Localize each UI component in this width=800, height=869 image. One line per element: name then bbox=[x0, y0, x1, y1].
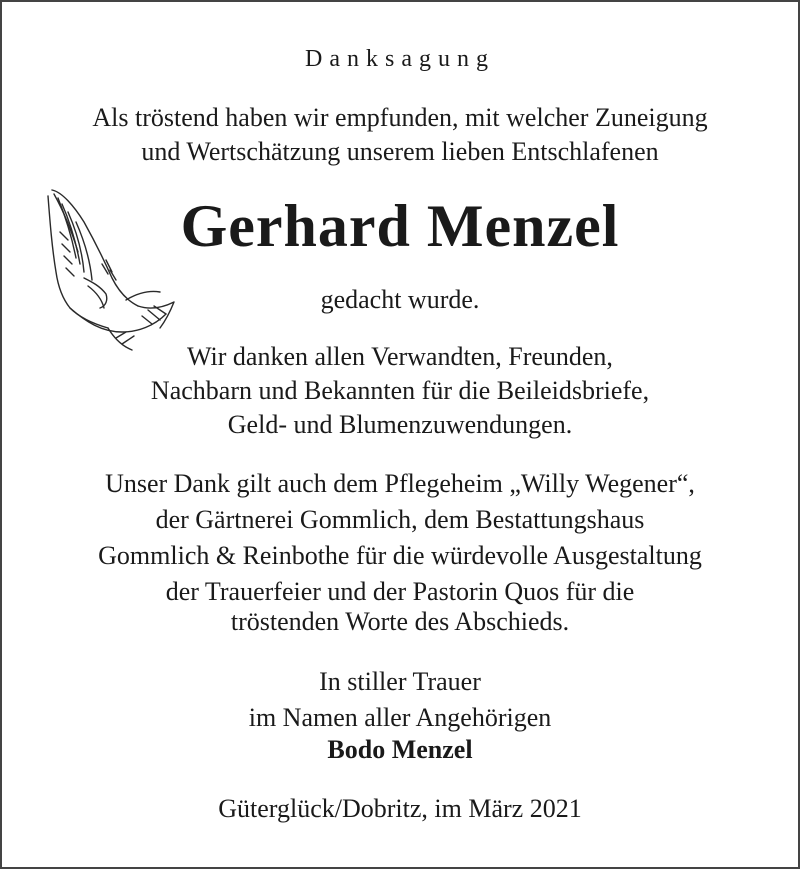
thanks-line-3: Geld- und Blumenzuwendungen. bbox=[227, 410, 573, 439]
thanks-line-2: Nachbarn und Bekannten für die Beileidsbriefe, bbox=[150, 376, 650, 405]
notice-heading: Danksagung bbox=[305, 46, 495, 72]
remembered-line: gedacht wurde. bbox=[320, 285, 480, 314]
signer-name: Bodo Menzel bbox=[327, 735, 473, 764]
care-line-4: der Trauerfeier und der Pastorin Quos für die bbox=[165, 577, 635, 606]
place-date: Güterglück/Dobritz, im März 2021 bbox=[218, 794, 582, 823]
care-line-5: tröstenden Worte des Abschieds. bbox=[230, 607, 570, 636]
intro-line-2: und Wertschätzung unserem lieben Entschlafenen bbox=[141, 137, 659, 166]
deceased-name: Gerhard Menzel bbox=[180, 193, 620, 259]
mourning-line-1: In stiller Trauer bbox=[319, 667, 481, 696]
intro-line-1: Als tröstend haben wir empfunden, mit welcher Zuneigung bbox=[92, 103, 708, 132]
care-line-3: Gommlich & Reinbothe für die würdevolle Ausgestaltung bbox=[98, 541, 702, 570]
mourning-line-2: im Namen aller Angehörigen bbox=[248, 703, 552, 732]
thanks-line-1: Wir danken allen Verwandten, Freunden, bbox=[187, 342, 613, 371]
care-line-1: Unser Dank gilt auch dem Pflegeheim „Willy Wegener“, bbox=[105, 469, 695, 498]
care-line-2: der Gärtnerei Gommlich, dem Bestattungshaus bbox=[155, 505, 645, 534]
